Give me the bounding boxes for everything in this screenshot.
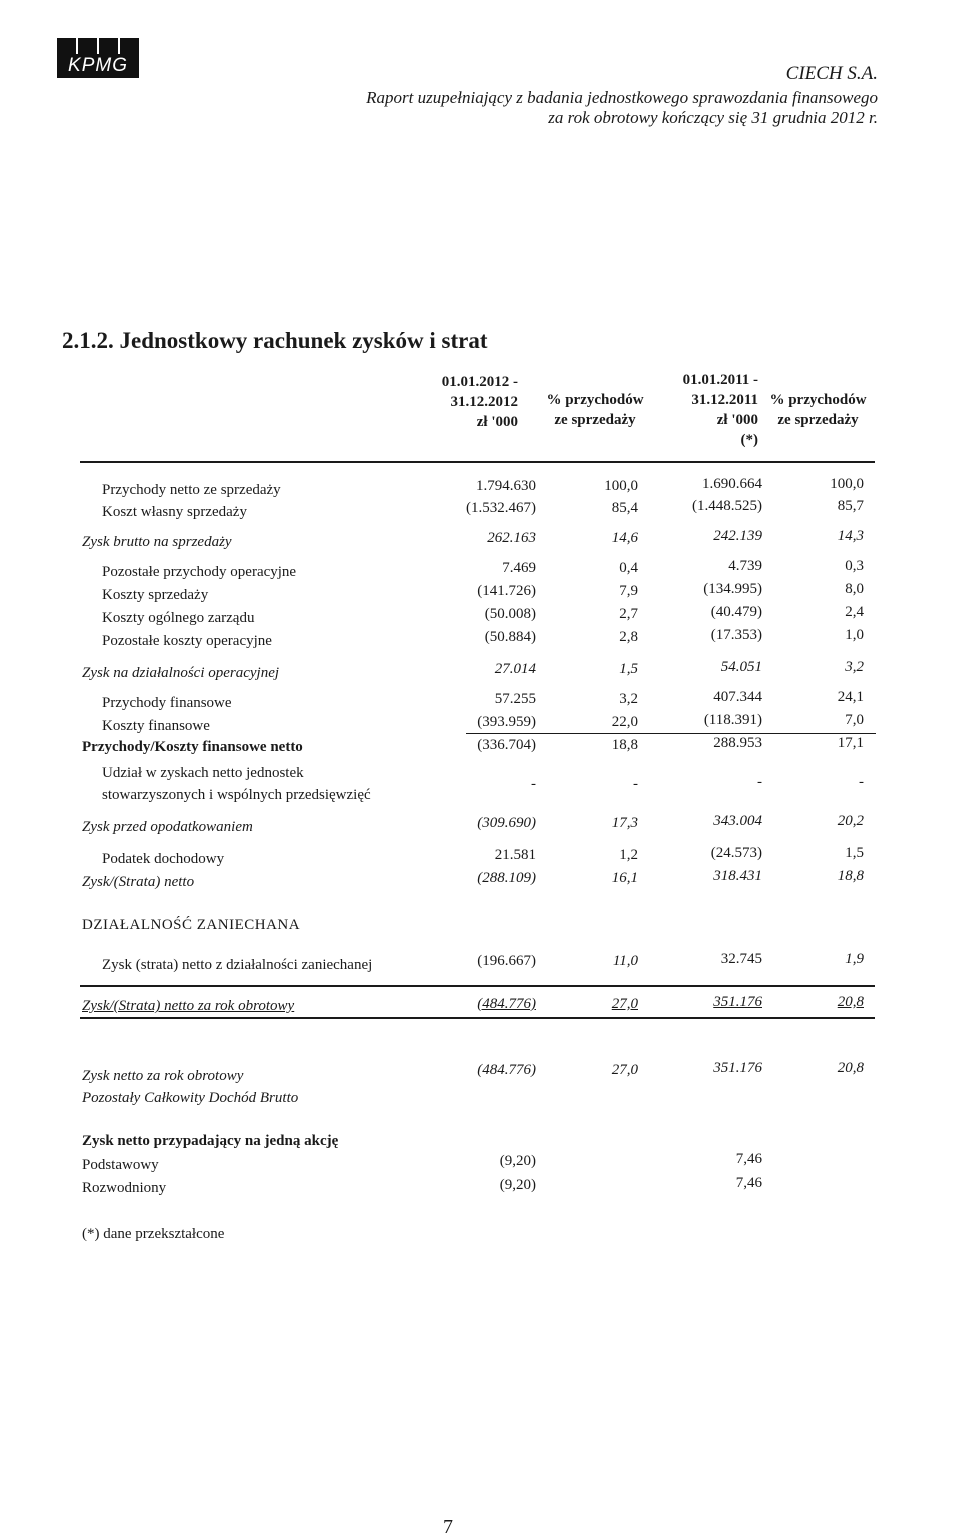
value-2011: 54.051 [720, 659, 762, 675]
value-2011: 7,46 [735, 1151, 762, 1167]
value-2011: 351.176 [713, 994, 762, 1010]
row-label: Podstawowy [82, 1157, 159, 1173]
pct-2011: 1,9 [845, 951, 864, 967]
value-2011: (17.353) [710, 627, 762, 643]
pct-2012: 1,2 [619, 847, 638, 863]
pct-2011: 17,1 [837, 735, 864, 751]
column-header-2012: 01.01.2012 - 31.12.2012 zł '000 [441, 374, 518, 430]
row-label: Udział w zyskach netto jednostek [102, 765, 304, 781]
row-label: Zysk/(Strata) netto [82, 874, 195, 890]
value-2012: (484.776) [477, 1062, 536, 1078]
pct-2011: - [859, 774, 864, 790]
pct-2012: 7,9 [619, 583, 638, 599]
row-label: Rozwodniony [82, 1180, 167, 1196]
row-label: Koszty finansowe [102, 718, 210, 734]
value-2011: (1.448.525) [692, 498, 762, 514]
pct-2012: 2,8 [619, 629, 638, 645]
pct-2011: 18,8 [837, 868, 864, 884]
footnote: (*) dane przekształcone [82, 1226, 225, 1242]
pct-2011: 20,8 [837, 1060, 864, 1076]
value-2012: (50.884) [484, 629, 536, 645]
value-2011: 343.004 [713, 813, 762, 829]
pct-2011: 100,0 [830, 476, 864, 492]
value-2011: (134.995) [703, 581, 762, 597]
row-label: Zysk brutto na sprzedaży [82, 534, 232, 550]
pct-2012: 0,4 [619, 560, 638, 576]
value-2011: 4.739 [728, 558, 762, 574]
pct-2012: 11,0 [612, 953, 638, 969]
pct-2012: 18,8 [611, 737, 638, 753]
pct-2011: 24,1 [837, 689, 864, 705]
pct-2012: 22,0 [611, 714, 638, 730]
page-number: 7 [443, 1516, 453, 1538]
row-label: Koszt własny sprzedaży [102, 504, 247, 520]
value-2012: 7.469 [502, 560, 536, 576]
value-2012: (484.776) [477, 996, 536, 1012]
total-rule-top [80, 985, 875, 987]
row-label-line-2: stowarzyszonych i wspólnych przedsięwzięć [102, 787, 371, 803]
pct-2012: - [633, 776, 638, 792]
pct-2011: 0,3 [845, 558, 864, 574]
pct-2012: 27,0 [611, 996, 638, 1012]
value-2012: (9,20) [499, 1177, 536, 1193]
pct-2011: 14,3 [837, 528, 864, 544]
value-2012: (141.726) [477, 583, 536, 599]
column-header-pct-2012: % przychodów ze sprzedaży [546, 392, 644, 428]
pct-2011: 8,0 [845, 581, 864, 597]
value-2012: (9,20) [499, 1153, 536, 1169]
value-2012: 27.014 [494, 661, 536, 677]
value-2011: 351.176 [713, 1060, 762, 1076]
row-label: Podatek dochodowy [102, 851, 225, 867]
value-2012: (288.109) [477, 870, 536, 886]
pct-2012: 16,1 [611, 870, 638, 886]
pct-2011: 1,0 [845, 627, 864, 643]
value-2012: (309.690) [477, 815, 536, 831]
value-2011: 318.431 [713, 868, 762, 884]
row-label: Koszty sprzedaży [102, 587, 209, 603]
value-2012: (196.667) [477, 953, 536, 969]
pct-2011: 1,5 [845, 845, 864, 861]
value-2011: 7,46 [735, 1175, 762, 1191]
value-2011: 288.953 [713, 735, 762, 751]
value-2012: - [531, 776, 536, 792]
column-header-pct-2011: % przychodów ze sprzedaży [769, 392, 867, 428]
pct-2011: 7,0 [845, 712, 864, 728]
kpmg-logo [57, 38, 139, 78]
report-title-line-2: za rok obrotowy kończący się 31 grudnia 2012 r. [548, 108, 878, 127]
row-label: Pozostałe koszty operacyjne [102, 633, 272, 649]
pct-2012: 27,0 [611, 1062, 638, 1078]
row-label: Zysk netto za rok obrotowy [82, 1068, 244, 1084]
value-2011: 407.344 [713, 689, 762, 705]
logo-wordmark: KPMG [57, 54, 139, 78]
section-heading: DZIAŁALNOŚĆ ZANIECHANA [82, 917, 301, 933]
value-2011: 1.690.664 [702, 476, 762, 492]
value-2011: (118.391) [703, 712, 762, 728]
row-label: Zysk (strata) netto z działalności zaniechanej [102, 957, 373, 973]
total-rule-bottom [80, 1017, 875, 1019]
pct-2012: 14,6 [611, 530, 638, 546]
row-label: Koszty ogólnego zarządu [102, 610, 255, 626]
pct-2012: 1,5 [619, 661, 638, 677]
pct-2011: 20,8 [837, 994, 864, 1010]
pct-2011: 3,2 [845, 659, 864, 675]
value-2012: (393.959) [477, 714, 536, 730]
row-label: Zysk/(Strata) netto za rok obrotowy [82, 998, 295, 1014]
pct-2012: 3,2 [619, 691, 638, 707]
company-name: CIECH S.A. [785, 63, 878, 84]
pct-2012: 17,3 [611, 815, 638, 831]
value-2012: 57.255 [494, 691, 536, 707]
row-label: Pozostały Całkowity Dochód Brutto [82, 1090, 299, 1106]
pct-2011: 20,2 [837, 813, 864, 829]
eps-heading: Zysk netto przypadający na jedną akcję [82, 1133, 339, 1149]
row-label: Zysk przed opodatkowaniem [82, 819, 253, 835]
pct-2011: 85,7 [837, 498, 864, 514]
value-2011: 242.139 [713, 528, 762, 544]
column-header-2011: 01.01.2011 - 31.12.2011 zł '000 (*) [682, 372, 758, 448]
header-rule [80, 461, 875, 463]
row-label: Przychody netto ze sprzedaży [102, 482, 281, 498]
value-2011: (24.573) [710, 845, 762, 861]
row-label: Przychody finansowe [102, 695, 232, 711]
value-2012: (50.008) [484, 606, 536, 622]
pct-2011: 2,4 [845, 604, 864, 620]
subtotal-rule [466, 733, 876, 734]
section-title: 2.1.2. Jednostkowy rachunek zysków i strat [62, 328, 488, 353]
pct-2012: 2,7 [619, 606, 638, 622]
value-2012: (1.532.467) [466, 500, 536, 516]
value-2011: 32.745 [720, 951, 762, 967]
row-label: Przychody/Koszty finansowe netto [82, 739, 303, 755]
value-2011: - [757, 774, 762, 790]
value-2012: (336.704) [477, 737, 536, 753]
row-label: Pozostałe przychody operacyjne [102, 564, 297, 580]
row-label: Zysk na działalności operacyjnej [82, 665, 280, 681]
pct-2012: 85,4 [611, 500, 638, 516]
report-title-line-1: Raport uzupełniający z badania jednostkowego sprawozdania finansowego [366, 88, 878, 107]
value-2011: (40.479) [710, 604, 762, 620]
value-2012: 21.581 [494, 847, 536, 863]
value-2012: 262.163 [487, 530, 536, 546]
value-2012: 1.794.630 [476, 478, 536, 494]
pct-2012: 100,0 [604, 478, 638, 494]
